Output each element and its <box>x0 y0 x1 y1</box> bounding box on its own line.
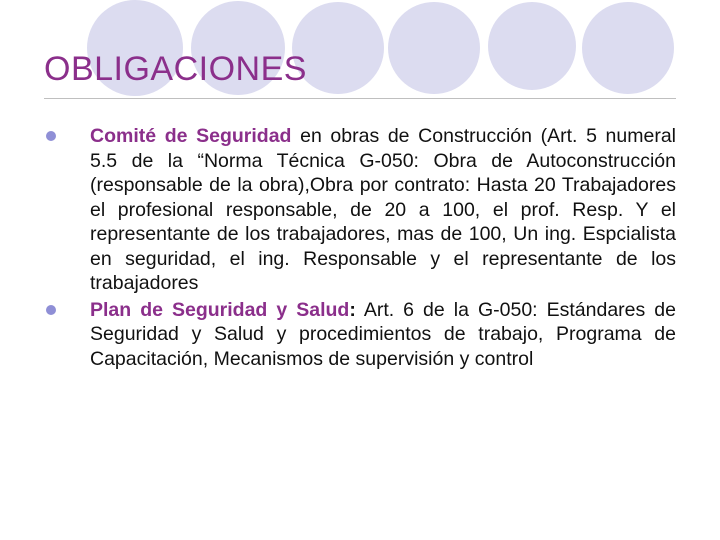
list-item-text <box>90 298 676 372</box>
circle-bullet-icon <box>46 305 56 315</box>
circle-bullet-icon <box>46 131 56 141</box>
item-highlight: Plan de Seguridad y Salud <box>90 298 350 321</box>
decor-circle <box>388 2 480 94</box>
list-item-text <box>90 124 676 296</box>
item-separator: : <box>349 298 356 321</box>
item-highlight: Comité de Seguridad <box>90 125 292 147</box>
list-item <box>44 124 676 296</box>
decor-circle <box>582 2 674 94</box>
item-body: Art. 6 de la G-050: Estándares de Seguridad y Salud y procedimientos de trabajo, Programa de Capacitación, Mecanismos de supervisión y control <box>90 298 676 370</box>
decor-circle <box>488 2 576 90</box>
list-item <box>44 298 676 372</box>
slide-title: OBLIGACIONES <box>44 50 307 88</box>
item-body: en obras de Construcción (Art. 5 numeral 5.5 de la “Norma Técnica G-050: Obra de Autoconstrucción (responsable de la obra),Obra por contrato: Hasta 20 Trabajadores el profesional responsable, de 20 a 100, el prof. Resp. Y el representante de los trabajadores, mas de 100, Un ing. Espcialista en seguridad, el ing. Responsable y el representante de los trabajadores <box>90 125 676 294</box>
bullet-list <box>44 124 676 371</box>
title-divider <box>44 98 676 99</box>
